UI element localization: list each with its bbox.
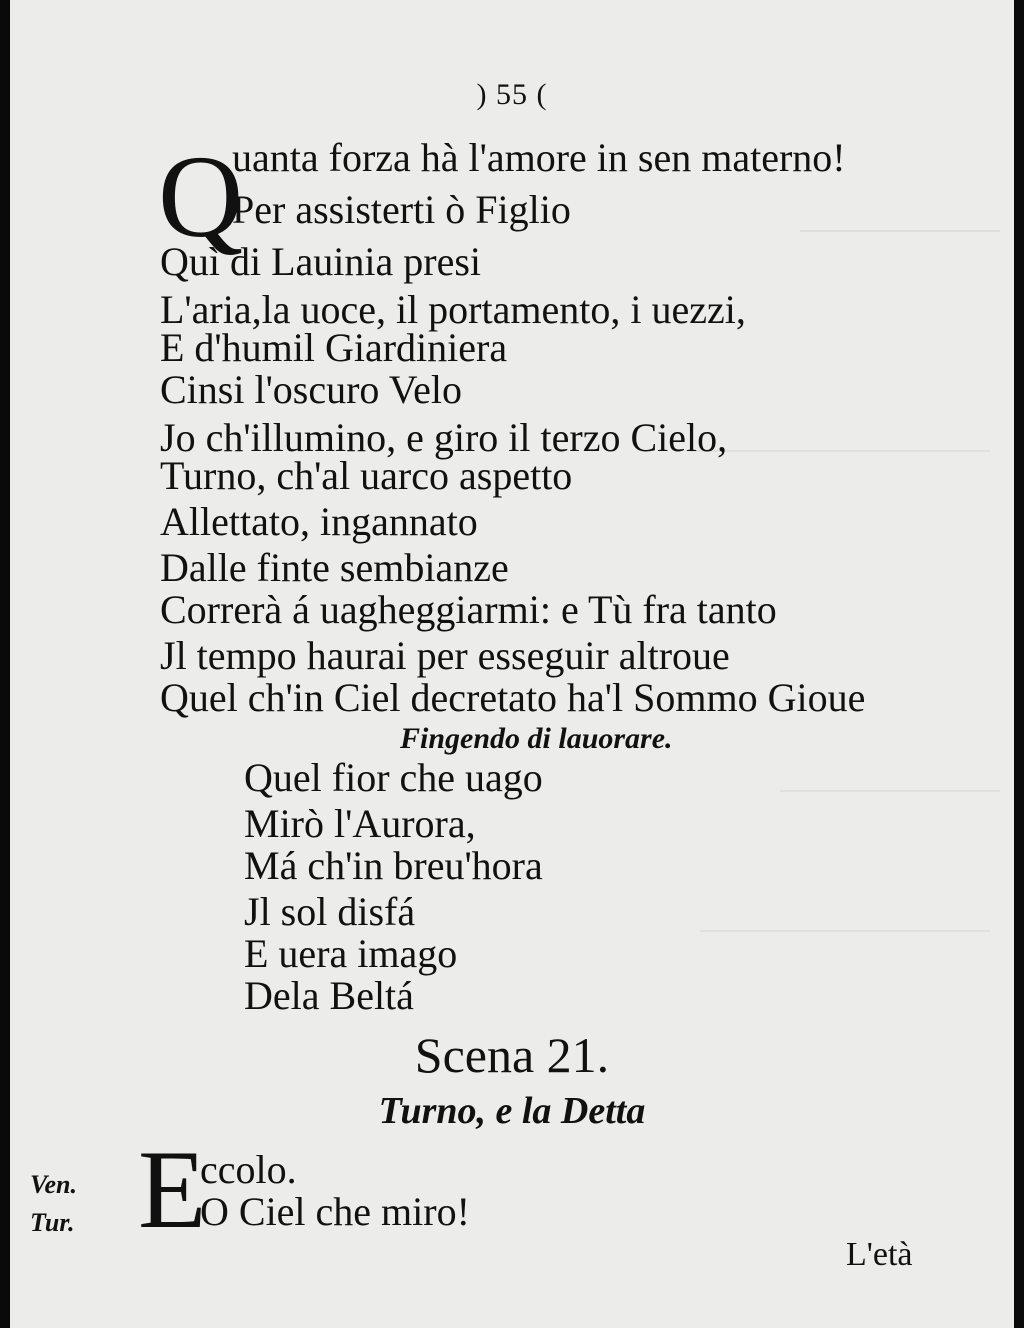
drop-cap: Q: [158, 131, 244, 262]
dialogue-line: ccolo.: [200, 1147, 297, 1192]
bleed-through-mark: [780, 760, 1000, 792]
verse-line: Allettato, ingannato: [160, 499, 478, 544]
verse-line: Jl tempo haurai per esseguir altroue: [160, 633, 730, 678]
song-line: Dela Beltá: [244, 973, 414, 1018]
speaker-label: Ven.: [30, 1170, 77, 1199]
scene-title: Scena 21.: [414, 1027, 610, 1083]
verse-line: uanta forza hà l'amore in sen materno!: [232, 135, 846, 180]
verse-line: Quel ch'in Ciel decretato ha'l Sommo Gioue: [160, 675, 866, 720]
stage-direction: Fingendo di lauorare.: [400, 722, 673, 755]
drop-cap: E: [138, 1128, 207, 1252]
bleed-through-mark: [800, 200, 1000, 232]
verse-line: Correrà á uagheggiarmi: e Tù fra tanto: [160, 587, 777, 632]
verse-line: Cinsi l'oscuro Velo: [160, 367, 463, 412]
verse-line: Jo ch'illumino, e giro il terzo Cielo,: [160, 415, 728, 460]
verse-line: E d'humil Giardiniera: [160, 325, 508, 370]
page-number-header: ) 55 (: [476, 78, 548, 111]
song-line: Jl sol disfá: [244, 889, 416, 934]
verse-line: L'aria,la uoce, il portamento, i uezzi,: [160, 287, 746, 332]
bleed-through-mark: [690, 420, 990, 452]
catchword: L'età: [846, 1236, 913, 1273]
verse-line: Dalle finte sembianze: [160, 545, 509, 590]
scene-persons: Turno, e la Detta: [378, 1090, 646, 1132]
song-line: Mirò l'Aurora,: [244, 801, 476, 846]
dialogue-line: O Ciel che miro!: [200, 1189, 470, 1234]
song-line: Má ch'in breu'hora: [244, 843, 543, 888]
verse-line: Turno, ch'al uarco aspetto: [160, 453, 573, 498]
verse-line: Per assisterti ò Figlio: [232, 187, 571, 232]
verse-line: Quì di Lauinia presi: [160, 239, 482, 284]
song-line: Quel fior che uago: [244, 755, 543, 800]
speaker-label: Tur.: [30, 1208, 75, 1237]
bleed-through-mark: [700, 900, 990, 932]
song-line: E uera imago: [244, 931, 458, 976]
